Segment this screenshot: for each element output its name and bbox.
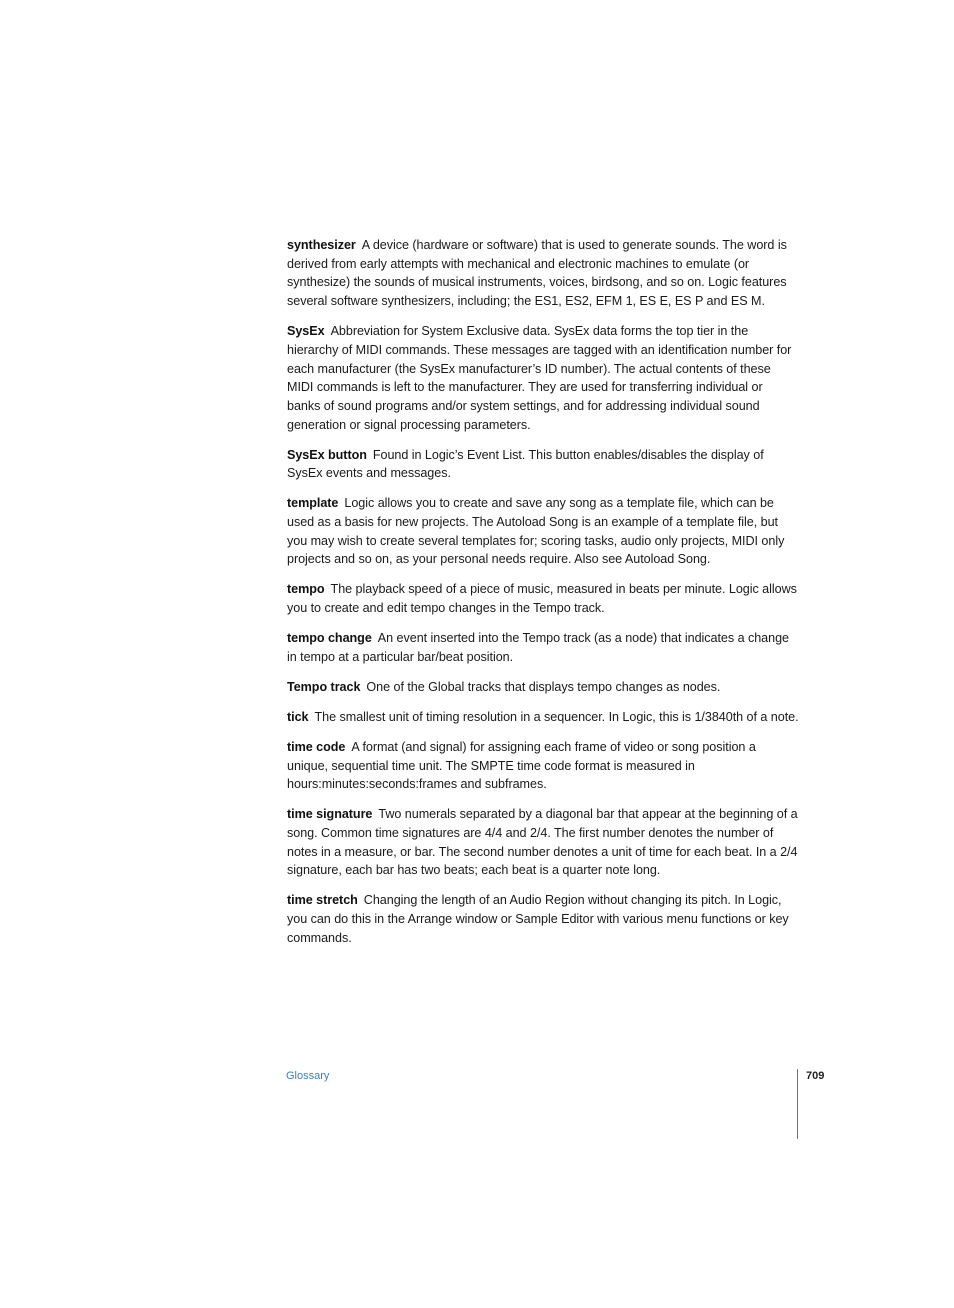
glossary-entry-tempo <box>287 580 799 617</box>
glossary-term: tempo change <box>287 631 372 646</box>
glossary-definition: Two numerals separated by a diagonal bar that appear at the beginning of a song. Common time signatures are 4/4 and 2/4. The first number denotes the number of notes in a measure, or bar. The second number denotes a unit of time for each beat. In a 2/4 signature, each bar has two beats; each beat is a quarter note long. <box>287 807 798 878</box>
glossary-term: time signature <box>287 807 373 822</box>
glossary-definition: The smallest unit of timing resolution in a sequencer. In Logic, this is 1/3840th of a note. <box>314 709 799 724</box>
glossary-term: tempo <box>287 582 325 597</box>
glossary-definition: Logic allows you to create and save any song as a template file, which can be used as a basis for new projects. The Autoload Song is an example of a template file, but you may wish to create several templates for; scoring tasks, audio only projects, MIDI only projects and so on, as your personal needs require. Also see Autoload Song. <box>287 496 785 567</box>
glossary-term: SysEx button <box>287 447 367 462</box>
glossary-definition: A format (and signal) for assigning each frame of video or song position a unique, sequential time unit. The SMPTE time code format is measured in hours:minutes:seconds:frames and subframes. <box>287 739 756 792</box>
glossary-term: template <box>287 496 339 511</box>
glossary-entry-sysex-button <box>287 446 799 483</box>
glossary-term: time code <box>287 739 346 754</box>
glossary-term: time stretch <box>287 893 358 908</box>
glossary-term: SysEx <box>287 324 325 339</box>
glossary-definition: An event inserted into the Tempo track (as a node) that indicates a change in tempo at a particular bar/beat position. <box>287 631 789 664</box>
glossary-entry-time-signature <box>287 805 799 880</box>
glossary-entry-time-code <box>287 738 799 794</box>
glossary-entry-sysex <box>287 322 799 434</box>
glossary-definition: A device (hardware or software) that is used to generate sounds. The word is derived from early attempts with mechanical and electronic machines to emulate (or synthesize) the sounds of musical instruments, voices, birdsong, and so on. Logic features several software synthesizers, including; the ES1, ES2, EFM 1, ES E, ES P and ES M. <box>287 238 787 309</box>
glossary-entries <box>287 236 799 959</box>
glossary-entry-tick <box>287 708 799 727</box>
glossary-term: tick <box>287 709 309 724</box>
glossary-definition: Changing the length of an Audio Region without changing its pitch. In Logic, you can do this in the Arrange window or Sample Editor with various menu functions or key commands. <box>287 893 789 945</box>
page-number: 709 <box>806 1070 825 1082</box>
glossary-definition: Found in Logic’s Event List. This button enables/disables the display of SysEx events and messages. <box>287 447 764 481</box>
glossary-definition: Abbreviation for System Exclusive data. SysEx data forms the top tier in the hierarchy of MIDI commands. These messages are tagged with an identification number for each manufacturer (the SysEx manufacturer’s ID number). The actual contents of these MIDI commands is left to the manufacturer. They are used for transferring individual or banks of sound programs and/or system settings, and for addressing individual sound generation or signal processing parameters. <box>287 324 792 432</box>
glossary-entry-time-stretch <box>287 891 799 947</box>
footer-section-label: Glossary <box>286 1070 330 1082</box>
glossary-term: Tempo track <box>287 679 361 694</box>
glossary-definition: The playback speed of a piece of music, measured in beats per minute. Logic allows you to create and edit tempo changes in the Tempo track. <box>287 582 797 616</box>
glossary-definition: One of the Global tracks that displays tempo changes as nodes. <box>366 679 721 694</box>
glossary-entry-synthesizer <box>287 236 799 311</box>
glossary-entry-tempo-track <box>287 678 799 697</box>
glossary-entry-tempo-change <box>287 629 799 666</box>
footer-divider <box>797 1069 798 1139</box>
glossary-entry-template <box>287 494 799 569</box>
glossary-term: synthesizer <box>287 238 356 252</box>
